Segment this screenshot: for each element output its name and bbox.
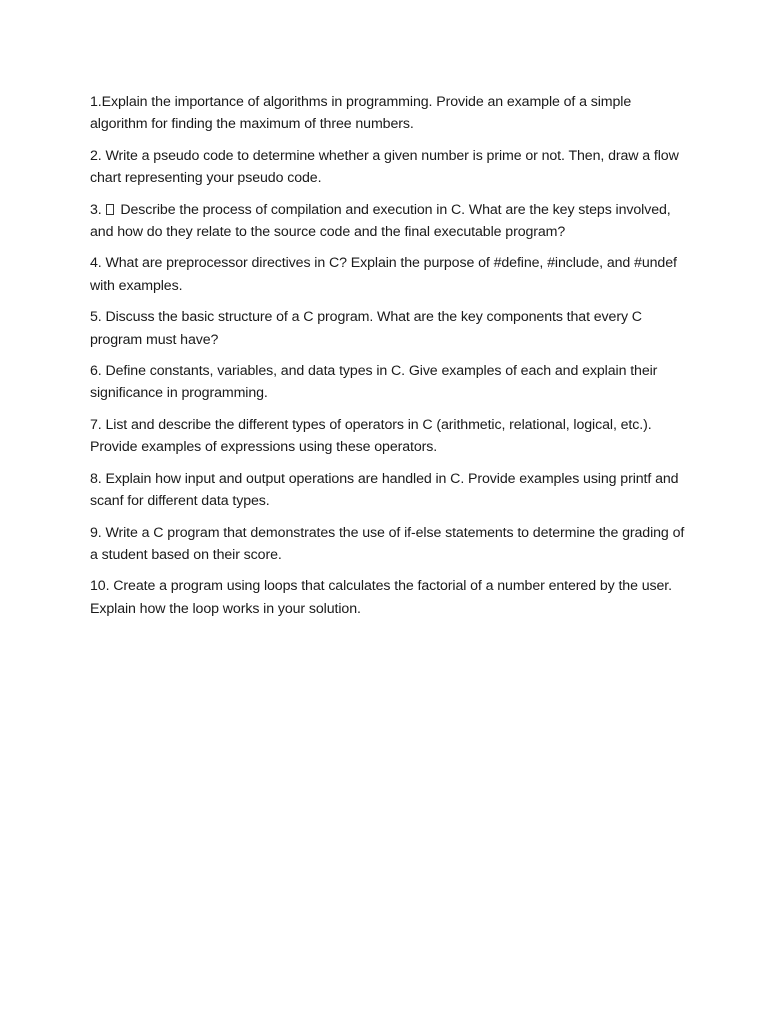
question-3-number: 3.	[90, 201, 102, 218]
question-9: 9. Write a C program that demonstrates the use of if-else statements to determine the grading of a student based on their score.	[90, 524, 685, 563]
question-3-text: Describe the process of compilation and execution in C. What are the key steps involved, and how do they relate to the source code and the final executable program?	[90, 201, 671, 241]
question-4: 4. What are preprocessor directives in C? Explain the purpose of #define, #include, and #undef with examples.	[90, 255, 677, 294]
question-6: 6. Define constants, variables, and data types in C. Give examples of each and explain their significance in programming.	[90, 363, 658, 402]
question-1: 1.Explain the importance of algorithms in programming. Provide an example of a simple algorithm for finding the maximum of three numbers.	[90, 94, 632, 133]
missing-glyph-icon	[106, 204, 114, 215]
question-list	[90, 91, 690, 629]
question-10: 10. Create a program using loops that calculates the factorial of a number entered by the user. Explain how the loop works in your solution.	[90, 578, 672, 617]
question-7: 7. List and describe the different types of operators in C (arithmetic, relational, logical, etc.). Provide examples of expressions using these operators.	[90, 416, 652, 456]
question-5: 5. Discuss the basic structure of a C program. What are the key components that every C program must have?	[90, 309, 642, 348]
question-2: 2. Write a pseudo code to determine whether a given number is prime or not. Then, draw a flow chart representing your pseudo code.	[90, 147, 679, 187]
question-3	[90, 199, 690, 244]
question-8: 8. Explain how input and output operations are handled in C. Provide examples using printf and scanf for different data types.	[90, 470, 679, 510]
